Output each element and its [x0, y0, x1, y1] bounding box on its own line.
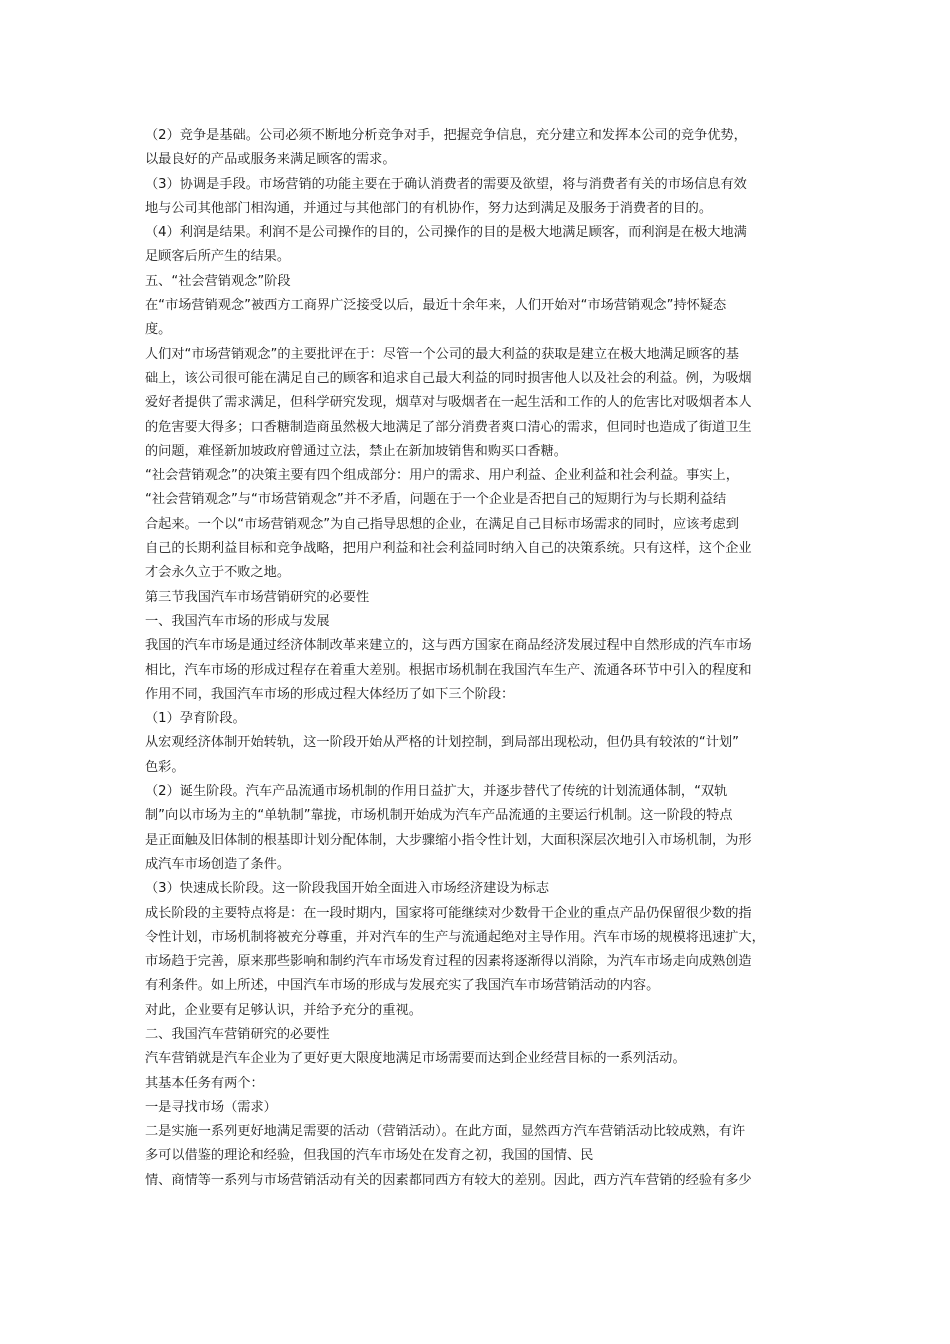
text-line: 色彩。 — [145, 759, 185, 775]
text-line: 自己的长期利益目标和竞争战略，把用户利益和社会利益同时纳入自己的决策系统。只有这样，这个企业 — [145, 541, 752, 557]
text-line: 的问题，难怪新加坡政府曾通过立法，禁止在新加坡销售和购买口香糖。 — [145, 443, 567, 459]
text-line: 汽车营销就是汽车企业为了更好更大限度地满足市场需要而达到企业经营目标的一系列活动。 — [145, 1051, 686, 1067]
text-line: 是正面触及旧体制的根基即计划分配体制，大步骤缩小指令性计划，大面积深层次地引入市场机制，为形 — [145, 832, 752, 848]
text-line: 我国的汽车市场是通过经济体制改革来建立的，这与西方国家在商品经济发展过程中自然形成的汽车市场 — [145, 638, 752, 654]
text-line: （4）利润是结果。利润不是公司操作的目的，公司操作的目的是极大地满足顾客，而利润是在极大地满 — [145, 225, 747, 241]
text-line: “社会营销观念”的决策主要有四个组成部分：用户的需求、用户利益、企业利益和社会利益。事实上， — [145, 468, 739, 484]
text-line: 才会永久立于不败之地。 — [145, 565, 291, 581]
text-line: 度。 — [145, 322, 172, 338]
text-line: 地与公司其他部门相沟通，并通过与其他部门的有机协作，努力达到满足及服务于消费者的目的。 — [145, 200, 713, 216]
section-heading: 五、“社会营销观念”阶段 — [145, 273, 291, 289]
text-line: 合起来。一个以“市场营销观念”为自己指导思想的企业，在满足自己目标市场需求的同时，应该考虑到 — [145, 516, 739, 532]
text-line: “社会营销观念”与“市场营销观念”并不矛盾，问题在于一个企业是否把自己的短期行为与长期利益结 — [145, 492, 727, 508]
text-line: （2）竞争是基础。公司必须不断地分析竞争对手，把握竞争信息，充分建立和发挥本公司的竞争优势， — [145, 128, 747, 143]
text-line: 对此，企业要有足够认识，并给予充分的重视。 — [145, 1002, 422, 1018]
section-heading: 二、我国汽车营销研究的必要性 — [145, 1026, 330, 1042]
text-line: 爱好者提供了需求满足，但科学研究发现，烟草对与吸烟者在一起生活和工作的人的危害比对吸烟者本人 — [145, 395, 752, 411]
text-line: 以最良好的产品或服务来满足顾客的需求。 — [145, 152, 396, 168]
text-line: 多可以借鉴的理论和经验，但我国的汽车市场处在发育之初，我国的国情、民 — [145, 1148, 594, 1164]
text-line: （2）诞生阶段。汽车产品流通市场机制的作用日益扩大，并逐步替代了传统的计划流通体制，“双轨 — [145, 784, 728, 800]
text-line: 成长阶段的主要特点将是：在一段时期内，国家将可能继续对少数骨干企业的重点产品仍保留很少数的指 — [145, 905, 752, 921]
text-line: 制”向以市场为主的“单轨制”靠拢，市场机制开始成为汽车产品流通的主要运行机制。这一阶段的特点 — [145, 808, 733, 824]
document-body — [145, 124, 825, 1193]
text-line: 一是寻找市场（需求） — [145, 1099, 277, 1115]
text-line: 人们对“市场营销观念”的主要批评在于：尽管一个公司的最大利益的获取是建立在极大地满足顾客的基 — [145, 346, 739, 362]
text-line: （3）快速成长阶段。这一阶段我国开始全面进入市场经济建设为标志 — [145, 881, 550, 897]
text-line: 在“市场营销观念”被西方工商界广泛接受以后，最近十余年来，人们开始对“市场营销观念”持怀疑态 — [145, 298, 727, 314]
text-line: 情、商情等一系列与市场营销活动有关的因素都同西方有较大的差别。因此，西方汽车营销的经验有多少 — [145, 1172, 752, 1188]
text-line: 有利条件。如上所述，中国汽车市场的形成与发展充实了我国汽车市场营销活动的内容。 — [145, 978, 660, 994]
text-line: 础上，该公司很可能在满足自己的顾客和追求自己最大利益的同时损害他人以及社会的利益。例，为吸烟 — [145, 370, 752, 386]
text-line: 市场趋于完善，原来那些影响和制约汽车市场发育过程的因素将逐渐得以消除，为汽车市场走向成熟创造 — [145, 954, 752, 970]
section-heading: 一、我国汽车市场的形成与发展 — [145, 613, 330, 629]
text-line: 二是实施一系列更好地满足需要的活动（营销活动）。在此方面，显然西方汽车营销活动比较成熟，有许 — [145, 1124, 746, 1140]
text-line: 从宏观经济体制开始转轨，这一阶段开始从严格的计划控制，到局部出现松动，但仍具有较浓的“计划” — [145, 735, 739, 751]
text-line: 相比，汽车市场的形成过程存在着重大差别。根据市场机制在我国汽车生产、流通各环节中引入的程度和 — [145, 662, 752, 678]
text-line: 的危害要大得多；口香糖制造商虽然极大地满足了部分消费者爽口清心的需求，但同时也造成了街道卫生 — [145, 419, 752, 435]
text-line: 其基本任务有两个： — [145, 1075, 264, 1091]
text-line: 作用不同，我国汽车市场的形成过程大体经历了如下三个阶段： — [145, 686, 515, 702]
text-line: 成汽车市场创造了条件。 — [145, 856, 291, 872]
text-line: （1）孕育阶段。 — [145, 711, 246, 727]
text-line: 足顾客后所产生的结果。 — [145, 249, 291, 265]
section-heading: 第三节我国汽车市场营销研究的必要性 — [145, 589, 370, 605]
text-line: （3）协调是手段。市场营销的功能主要在于确认消费者的需要及欲望，将与消费者有关的市场信息有效 — [145, 176, 747, 192]
text-line: 令性计划，市场机制将被充分尊重，并对汽车的生产与流通起绝对主导作用。汽车市场的规模将迅速扩大， — [145, 929, 765, 945]
